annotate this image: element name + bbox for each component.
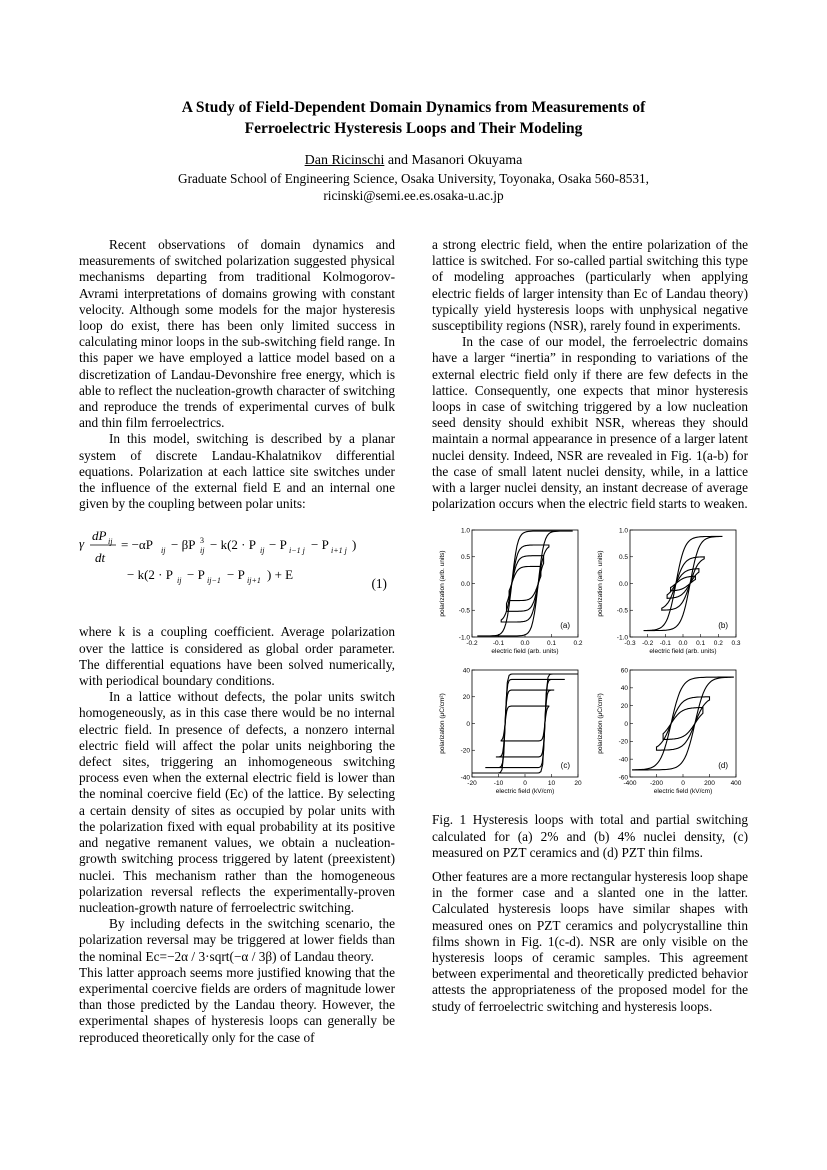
hysteresis-loop — [501, 707, 549, 742]
y-tick-label: -1.0 — [458, 634, 470, 642]
panel-label: (c) — [560, 761, 570, 771]
x-tick-label: -0.2 — [642, 640, 654, 648]
x-tick-label: 400 — [730, 780, 742, 788]
chart-panel-d — [590, 662, 748, 802]
svg-text:− P: − P — [187, 567, 205, 583]
x-tick-label: 0.0 — [678, 640, 688, 648]
x-tick-label: 0 — [523, 780, 527, 788]
chart-d-svg — [590, 662, 748, 802]
x-tick-label: -400 — [623, 780, 637, 788]
svg-text:ij+1: ij+1 — [247, 576, 261, 586]
y-tick-label: -0.5 — [616, 608, 628, 616]
x-tick-label: 0.1 — [546, 640, 557, 648]
y-tick-label: 20 — [462, 694, 470, 702]
svg-text:ij: ij — [260, 546, 265, 556]
hysteresis-loop — [663, 708, 703, 740]
y-axis-label: polarization (μC/cm²) — [597, 693, 604, 755]
y-tick-label: 60 — [620, 667, 628, 675]
paragraph-strong-field: a strong electric field, when the entire polarization of the lattice is switched. For so-called partial switching this type of modeling approaches (particularly when applying electric fields of larger intensity than Ec of Landau theory) typically yield hysteresis loops with unphysical negative susceptibility regions (NSR), rarely found in experiments. — [432, 237, 748, 334]
equation-1 — [79, 512, 395, 624]
y-tick-label: -0.5 — [458, 608, 470, 616]
x-tick-label: -0.1 — [492, 640, 505, 648]
x-tick-label: -200 — [649, 780, 664, 788]
figure-caption: Fig. 1 Hysteresis loops with total and partial switching calculated for (a) 2% and (b) 4% nuclei density, (c) measured on PZT ceramics and (d) PZT thin films. — [432, 812, 748, 860]
svg-text:ij: ij — [108, 537, 113, 547]
affiliation-email: ricinski@semi.ee.es.osaka-u.ac.jp — [323, 188, 504, 203]
svg-text:− P: − P — [227, 567, 245, 583]
x-tick-label: 10 — [547, 780, 556, 788]
y-tick-label: 20 — [620, 703, 628, 711]
svg-text:= −αP: = −αP — [121, 537, 153, 553]
y-tick-label: -20 — [618, 739, 628, 747]
hysteresis-loop — [662, 557, 704, 610]
hysteresis-loop — [657, 697, 710, 750]
y-tick-label: -40 — [618, 756, 628, 764]
y-tick-label: 0.5 — [618, 554, 628, 562]
x-tick-label: 0 — [681, 780, 685, 788]
left-column — [79, 237, 395, 1046]
svg-text:− βP: − βP — [171, 537, 196, 553]
figure-1 — [432, 522, 748, 812]
y-tick-label: -40 — [460, 774, 470, 782]
x-axis-label: electric field (arb. units) — [491, 648, 559, 656]
x-tick-label: 200 — [704, 780, 715, 788]
equation-number: (1) — [371, 576, 387, 592]
x-tick-label: 0.2 — [713, 640, 723, 648]
hysteresis-loop — [633, 678, 734, 771]
x-tick-label: -0.1 — [659, 640, 671, 648]
x-tick-label: -0.2 — [466, 640, 478, 648]
x-tick-label: -20 — [467, 780, 477, 788]
y-tick-label: 0.5 — [460, 554, 470, 562]
chart-c-svg — [432, 662, 590, 802]
paper-title — [60, 97, 767, 139]
svg-text:ij−1: ij−1 — [207, 576, 221, 586]
y-tick-label: 1.0 — [460, 527, 470, 535]
svg-text:i+1 j: i+1 j — [331, 546, 347, 556]
svg-text:3: 3 — [200, 536, 204, 546]
y-tick-label: -20 — [460, 748, 470, 756]
x-axis-label: electric field (kV/cm) — [495, 788, 555, 796]
svg-text:dt: dt — [95, 550, 106, 566]
x-tick-label: -0.3 — [624, 640, 636, 648]
paragraph-coupling: where k is a coupling coefficient. Average polarization over the lattice is considered as global order parameter. The differential equations have been solved numerically, with periodical boundary conditions. — [79, 624, 395, 689]
svg-text:ij: ij — [177, 576, 182, 586]
chart-b-svg — [590, 522, 748, 662]
right-column — [432, 237, 748, 1015]
paragraph-model: In this model, switching is described by a planar system of discrete Landau-Khalatnikov differential equations. Polarization at each lattice site switches under the influence of the external field E and an internal one given by the coupling between polar units: — [79, 431, 395, 512]
x-tick-label: -10 — [493, 780, 504, 788]
chart-panel-c — [432, 662, 590, 802]
panel-label: (a) — [560, 621, 570, 631]
svg-text:ij: ij — [200, 546, 205, 556]
paragraph-inertia: In the case of our model, the ferroelectric domains have a larger “inertia” in responding to variations of the external electric field only if there are few defects in the lattice. Consequently, one expects that minor hysteresis loops in case of switching triggered by a low nucleation seed density should exhibit NSR, whereas they should maintain a normal appearance in presence of a larger latent nuclei density. Indeed, NSR are revealed in Fig. 1(a-b) for the case of small latent nuclei density, while, in a lattice with a larger nuclei density, an instant decrease of average polarization occurs when the electric field starts to weaken. — [432, 334, 748, 512]
svg-text:γ: γ — [79, 536, 85, 552]
svg-text:− k(2 · P: − k(2 · P — [210, 537, 256, 553]
panel-label: (d) — [718, 761, 728, 771]
y-tick-label: 40 — [620, 685, 628, 693]
paragraph-coercive: This latter approach seems more justified knowing that the experimental coercive fields are orders of magnitude lower than those predicted by the Landau theory. However, the experimental shapes of hysteresis loops can generally be reproduced theoretically only for the case of — [79, 964, 395, 1045]
x-tick-label: 0.3 — [731, 640, 741, 648]
y-tick-label: -1.0 — [616, 634, 628, 642]
paragraph-conclusion: Other features are a more rectangular hysteresis loop shape in the former case and a slanted one in the latter. Calculated hysteresis loops have similar shapes with measured ones on PZT ceramics and polycrystalline thin films shown in Fig. 1(c-d). NSR are only visible on the hysteresis loops of ceramic samples. This agreement between experimental and theoretically predicted behavior attests the appropriateness of the proposed model for the study of ferroelectric switching and hysteresis loops. — [432, 869, 748, 1014]
svg-text:): ) — [352, 537, 357, 553]
y-tick-label: 40 — [462, 667, 470, 675]
co-author: and Masanori Okuyama — [384, 153, 523, 168]
y-tick-label: 0 — [624, 721, 628, 729]
svg-text:− P: − P — [311, 537, 329, 553]
author-link[interactable]: Dan Ricinschi — [304, 153, 385, 168]
affiliation-address: Graduate School of Engineering Science, Osaka University, Toyonaka, Osaka 560-8531, — [178, 171, 649, 186]
chart-panel-a — [432, 522, 590, 662]
y-tick-label: 0.0 — [618, 581, 628, 589]
y-tick-label: 0 — [466, 721, 470, 729]
chart-panel-b — [590, 522, 748, 662]
title-line-2: Ferroelectric Hysteresis Loops and Their Modeling — [244, 120, 583, 137]
svg-text:ij: ij — [161, 546, 166, 556]
y-tick-label: 0.0 — [460, 581, 470, 589]
y-axis-label: polarization (arb. units) — [597, 550, 604, 618]
paragraph-landau: By including defects in the switching scenario, the polarization reversal may be triggered at lower fields than the nominal Ec=−2α / 3·sqrt(−α / 3β) of Landau theory. — [79, 916, 395, 964]
hysteresis-loop — [472, 674, 578, 773]
y-tick-label: 1.0 — [618, 527, 628, 535]
panel-label: (b) — [718, 621, 728, 631]
paragraph-defects: In a lattice without defects, the polar units switch homogeneously, as in this case there would be no internal electric field. In presence of defects, a nonzero internal electric field will affect the polar units neighboring the defect sites, triggering an inhomogeneous switching process even when the external electric field is lower than the nominal coercive field (Ec) of the lattice. By selecting a certain density of sites as occupied by polar units with the polarization fixed with equal probability at its positive and negative remanent values, we obtain a nucleation-growth switching process triggered by latent (preexistent) nuclei. This mechanism rather than the homogeneous polarization reversal reflects the experimentally-proven nucleation-growth nature of ferroelectric switching. — [79, 689, 395, 915]
y-axis-label: polarization (μC/cm²) — [439, 693, 446, 755]
x-tick-label: 0.0 — [520, 640, 530, 648]
chart-a-svg — [432, 522, 590, 662]
x-tick-label: 0.1 — [696, 640, 706, 648]
x-axis-label: electric field (arb. units) — [649, 648, 717, 656]
affiliation — [60, 170, 767, 204]
paragraph-intro: Recent observations of domain dynamics and measurements of switched polarization suggested physical mechanisms departing from traditional Kolmogorov-Avrami interpretations of domains growing with constant velocity. Although some models for the major hysteresis loop do exist, there has been only limited success in calculating minor loops in the sub-switching field range. In this paper we have employed a lattice model based on a discretization of Landau-Devonshire free energy, which is able to reflect the nucleation-growth character of switching and reproduce the trends of experimental curves of bulk and thin film ferroelectrics. — [79, 237, 395, 431]
x-axis-label: electric field (kV/cm) — [653, 788, 713, 796]
svg-text:− k(2 · P: − k(2 · P — [127, 567, 173, 583]
title-line-1: A Study of Field-Dependent Domain Dynamics from Measurements of — [181, 99, 646, 116]
x-tick-label: 0.2 — [573, 640, 583, 648]
svg-text:) + E: ) + E — [267, 567, 294, 583]
hysteresis-loop — [477, 532, 572, 637]
svg-text:i−1 j: i−1 j — [289, 546, 305, 556]
y-tick-label: -60 — [618, 774, 628, 782]
equation-graphic — [79, 512, 395, 624]
authors — [60, 152, 767, 169]
y-axis-label: polarization (arb. units) — [439, 550, 446, 618]
svg-text:− P: − P — [269, 537, 287, 553]
hysteresis-loop — [485, 680, 565, 768]
x-tick-label: 20 — [574, 780, 582, 788]
svg-text:dP: dP — [92, 528, 107, 544]
hysteresis-loop — [644, 537, 722, 631]
